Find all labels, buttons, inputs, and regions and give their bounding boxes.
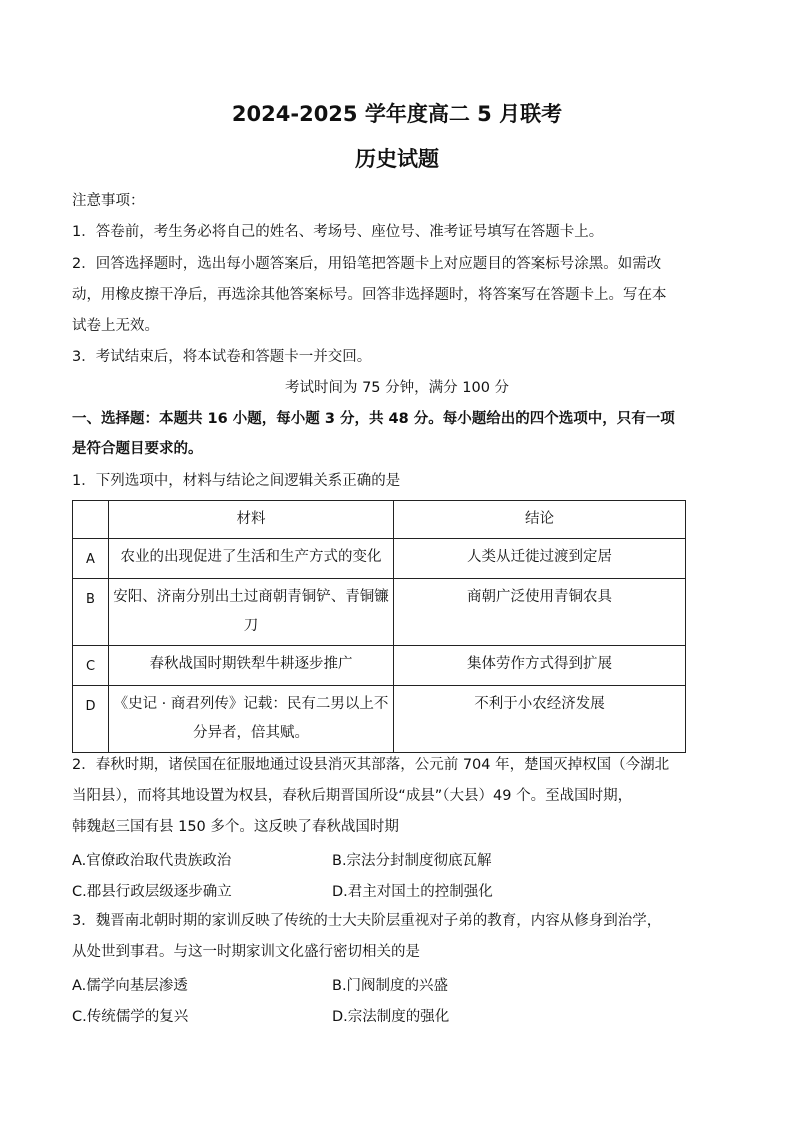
question-3-option-d: D.宗法制度的强化: [332, 1009, 450, 1025]
question-3-line-2: 从处世到事君。与这一时期家训文化盛行密切相关的是: [72, 944, 420, 960]
notice-item-2-line-2: 动，用橡皮擦干净后，再选涂其他答案标号。回答非选择题时，将答案写在答题卡上。写在本: [72, 287, 667, 303]
exam-subtitle: 历史试题: [355, 147, 439, 171]
question-1-stem: 1．下列选项中，材料与结论之间逻辑关系正确的是: [72, 473, 401, 489]
table-header-material: 材料: [109, 501, 394, 539]
table-header-empty: [73, 501, 109, 539]
question-2-option-a: A.官僚政治取代贵族政治: [72, 853, 232, 869]
row-label: A: [73, 539, 109, 579]
exam-info: 考试时间为 75 分钟，满分 100 分: [284, 380, 510, 396]
row-label: B: [73, 579, 109, 646]
question-2-option-b: B.宗法分封制度彻底瓦解: [332, 853, 492, 869]
exam-title: 2024-2025 学年度高二 5 月联考: [231, 102, 563, 126]
question-2-option-c: C.郡县行政层级逐步确立: [72, 884, 232, 900]
row-material: 《史记 · 商君列传》记载：民有二男以上不分异者，倍其赋。: [109, 686, 394, 753]
row-conclusion: 集体劳作方式得到扩展: [394, 646, 686, 686]
table-row: [73, 646, 686, 686]
notice-item-1: 1．答卷前，考生务必将自己的姓名、考场号、座位号、准考证号填写在答题卡上。: [72, 224, 604, 240]
table-row: [73, 579, 686, 646]
row-material: 农业的出现促进了生活和生产方式的变化: [109, 539, 394, 579]
question-2-option-d: D.君主对国土的控制强化: [332, 884, 493, 900]
question-2-line-3: 韩魏赵三国有县 150 多个。这反映了春秋战国时期: [72, 819, 399, 835]
notice-item-3: 3．考试结束后，将本试卷和答题卡一并交回。: [72, 349, 372, 365]
table-header-row: [73, 501, 686, 539]
row-material: 安阳、济南分别出土过商朝青铜铲、青铜镰刀: [109, 579, 394, 646]
notice-item-2-line-1: 2．回答选择题时，选出每小题答案后，用铅笔把答题卡上对应题目的答案标号涂黑。如需改: [72, 256, 662, 272]
question-3-option-a: A.儒学向基层渗透: [72, 978, 188, 994]
question-1-table: [72, 500, 686, 753]
table-row: [73, 539, 686, 579]
notice-heading: 注意事项：: [72, 193, 145, 209]
question-3-option-b: B.门阀制度的兴盛: [332, 978, 449, 994]
row-label: D: [73, 686, 109, 753]
row-conclusion: 人类从迁徙过渡到定居: [394, 539, 686, 579]
question-2-line-2: 当阳县），而将其地设置为权县，春秋后期晋国所设“成县”（大县）49 个。至战国时期，: [72, 788, 633, 804]
question-2-line-1: 2．春秋时期，诸侯国在征服地通过设县消灭其部落，公元前 704 年，楚国灭掉权国（今湖北: [72, 757, 670, 773]
table-row: [73, 686, 686, 753]
question-3-line-1: 3．魏晋南北朝时期的家训反映了传统的士大夫阶层重视对子弟的教育，内容从修身到治学，: [72, 913, 662, 929]
row-material: 春秋战国时期铁犁牛耕逐步推广: [109, 646, 394, 686]
row-conclusion: 不利于小农经济发展: [394, 686, 686, 753]
row-label: C: [73, 646, 109, 686]
notice-item-2-line-3: 试卷上无效。: [72, 318, 159, 334]
row-conclusion: 商朝广泛使用青铜农具: [394, 579, 686, 646]
question-3-option-c: C.传统儒学的复兴: [72, 1009, 189, 1025]
table-header-conclusion: 结论: [394, 501, 686, 539]
section-1-heading-line-1: 一、选择题：本题共 16 小题，每小题 3 分，共 48 分。每小题给出的四个选项中，只有一项: [72, 411, 675, 427]
section-1-heading-line-2: 是符合题目要求的。: [72, 441, 203, 457]
